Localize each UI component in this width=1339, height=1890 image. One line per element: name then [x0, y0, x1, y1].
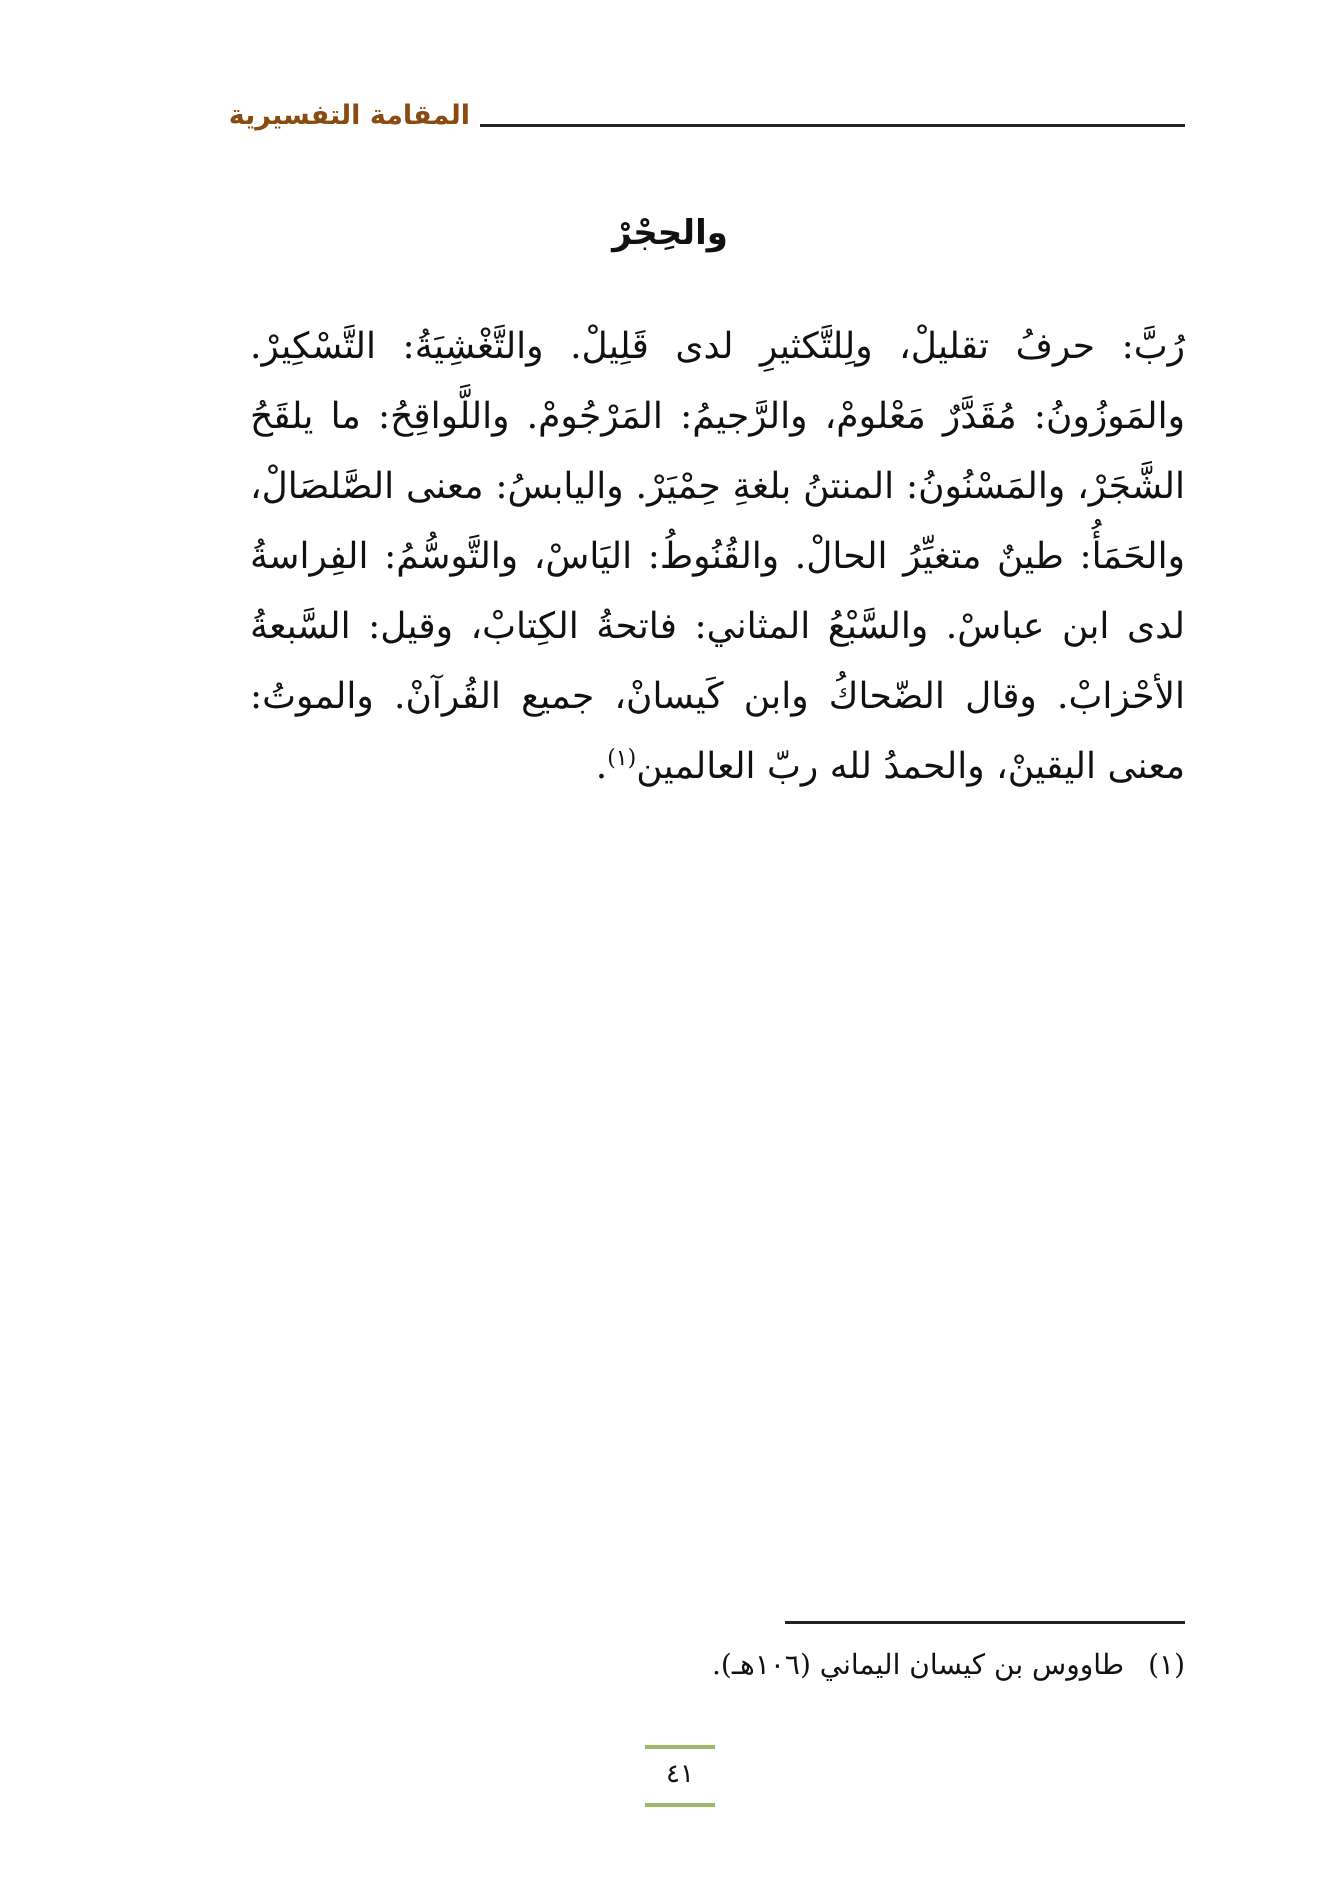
footnote-reference[interactable]: (١): [607, 746, 637, 771]
body-text: رُبَّ: حرفُ تقليلْ، ولِلتَّكثيرِ لدى قَلِيلْ. والتَّغْشِيَةُ: التَّسْكِيرْ. والمَوزُونُ: مُقَدَّرٌ مَعْلومْ، والرَّجيمُ: المَرْجُومْ. واللَّواقِحُ: ما يلقَحُ الشَّجَرْ، والمَسْنُونُ: المنتنُ بلغةِ حِمْيَرْ. واليابسُ: معنى الصَّلصَالْ، والحَمَأُ: طينٌ متغيِّرُ الحالْ. والقُنُوطُ: اليَاسْ، والتَّوسُّمُ: الفِراسةُ لدى ابن عباسْ. والسَّبْعُ المثاني: فاتحةُ الكِتابْ، وقيل: السَّبعةُ الأحْزابْ. وقال الضّحاكُ وابن كَيسانْ، جميع القُرآنْ. والموتُ: معنى اليقينْ، والحمدُ لله ربّ العالمين: [250, 326, 1185, 787]
page-number-rule-bottom: [645, 1803, 715, 1807]
footnote-marker: (١): [1148, 1648, 1185, 1681]
header-divider: [480, 124, 1185, 127]
page-number-rule-top: [645, 1745, 715, 1749]
body-end-punctuation: .: [595, 746, 608, 787]
footnote-text: طاووس بن كيسان اليماني (١٠٦هـ).: [712, 1648, 1125, 1681]
page-number: ٤١: [666, 1759, 694, 1789]
running-header-title: المقامة التفسيرية: [228, 100, 470, 131]
section-title: والحِجْرْ: [612, 213, 728, 253]
footnote: [480, 1640, 1185, 1690]
body-paragraph: [250, 312, 1185, 802]
footnote-divider: [785, 1621, 1185, 1624]
